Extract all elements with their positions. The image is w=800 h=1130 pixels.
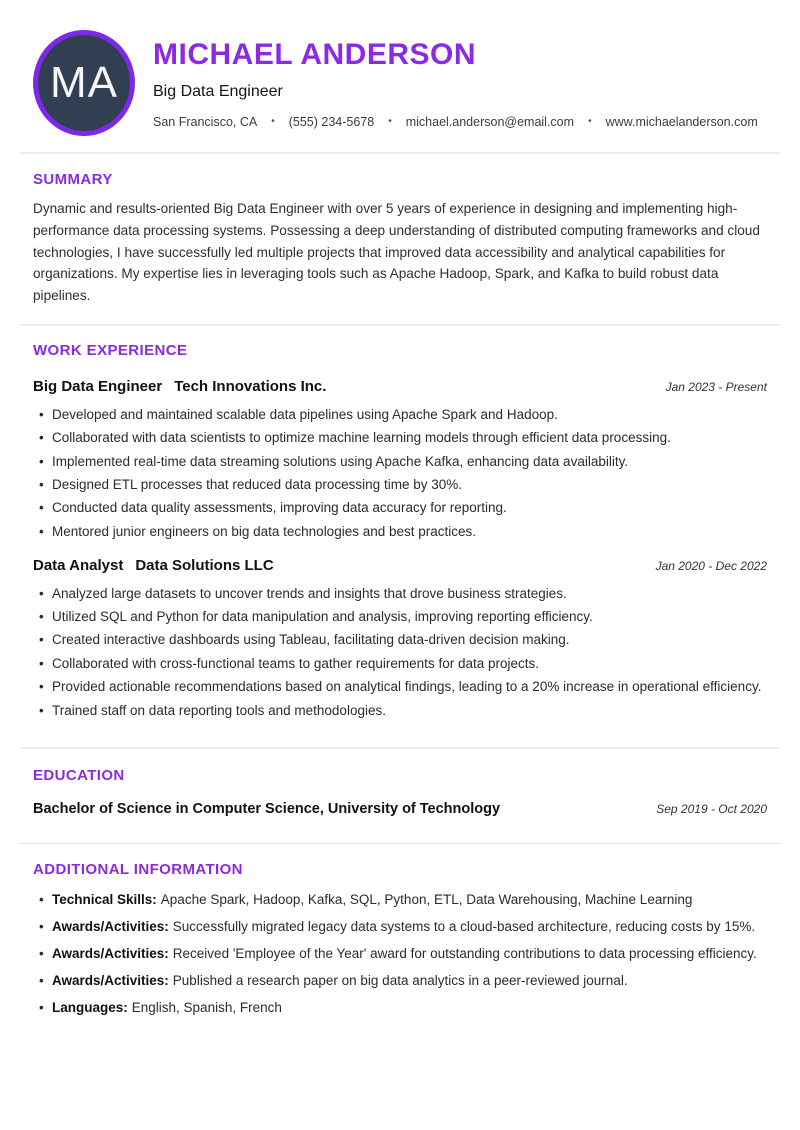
contact-row (153, 115, 767, 129)
info-label: Languages: (52, 1000, 128, 1015)
job-bullet: • Utilized SQL and Python for data manipulation and analysis, improving reporting efficiency. (33, 608, 767, 627)
divider (20, 747, 780, 749)
job-bullet: • Provided actionable recommendations based on analytical findings, leading to a 20% increase in operational efficiency. (33, 678, 767, 697)
contact-phone: (555) 234-5678 (288, 114, 375, 129)
job-bullet: • Mentored junior engineers on big data technologies and best practices. (33, 523, 767, 542)
job-bullet: • Implemented real-time data streaming solutions using Apache Kafka, enhancing data availability. (33, 453, 767, 472)
job-company: Data Solutions LLC (135, 556, 274, 574)
info-text: Apache Spark, Hadoop, Kafka, SQL, Python, ETL, Data Warehousing, Machine Learning (160, 892, 693, 908)
job-company: Tech Innovations Inc. (174, 377, 327, 395)
summary-title: SUMMARY (33, 171, 113, 188)
avatar (33, 30, 135, 136)
section-education (0, 767, 800, 817)
info-text: Successfully migrated legacy data systems to a cloud-based architecture, reducing costs by 15%. (172, 919, 756, 935)
bullet-separator-icon: • (388, 116, 392, 127)
job-bullet: • Collaborated with data scientists to optimize machine learning models through efficient data processing. (33, 429, 767, 448)
job-role: Data Analyst (33, 556, 124, 574)
additional-information-title: ADDITIONAL INFORMATION (33, 861, 243, 879)
info-label: Awards/Activities: (52, 919, 169, 935)
education-degree: Bachelor of Science in Computer Science, University of Technology (33, 801, 501, 818)
section-work-experience (0, 342, 800, 721)
job-bullet-list (33, 585, 767, 721)
additional-info-item (33, 999, 767, 1018)
info-label: Awards/Activities: (52, 946, 169, 962)
divider (20, 324, 780, 326)
resume-header (0, 0, 800, 136)
job-role: Big Data Engineer (33, 377, 163, 395)
education-row (33, 801, 767, 817)
header-main (153, 38, 767, 129)
job-bullet: • Developed and maintained scalable data pipelines using Apache Spark and Hadoop. (33, 406, 767, 425)
section-additional-information (0, 861, 800, 1017)
job-bullet: • Analyzed large datasets to uncover trends and insights that drove business strategies. (33, 585, 767, 604)
education-title: EDUCATION (33, 767, 125, 785)
job-entry (33, 378, 767, 542)
job-bullet: • Designed ETL processes that reduced data processing time by 30%. (33, 476, 767, 495)
job-bullet-list (33, 406, 767, 542)
additional-info-item (33, 891, 767, 910)
bullet-separator-icon: • (271, 116, 275, 127)
bullet-separator-icon: • (588, 116, 592, 127)
education-dates: Sep 2019 - Oct 2020 (656, 802, 767, 817)
candidate-name: MICHAEL ANDERSON (153, 37, 477, 71)
job-bullet: • Trained staff on data reporting tools and methodologies. (33, 702, 767, 721)
job-header-row (33, 378, 767, 395)
job-bullet: • Conducted data quality assessments, improving data accuracy for reporting. (33, 499, 767, 518)
contact-location: San Francisco, CA (153, 114, 258, 129)
contact-website: www.michaelanderson.com (605, 114, 758, 129)
section-summary (0, 171, 800, 307)
job-heading (33, 557, 274, 574)
info-text: English, Spanish, French (131, 1000, 282, 1015)
job-dates: Jan 2020 - Dec 2022 (655, 558, 767, 573)
info-label: Technical Skills: (52, 892, 157, 908)
job-bullet: • Collaborated with cross-functional teams to gather requirements for data projects. (33, 655, 767, 674)
work-experience-title: WORK EXPERIENCE (33, 341, 188, 359)
job-dates: Jan 2023 - Present (665, 379, 767, 394)
info-text: Published a research paper on big data analytics in a peer-reviewed journal. (172, 973, 628, 989)
additional-info-item (33, 972, 767, 991)
contact-email: michael.anderson@email.com (405, 114, 575, 129)
job-bullet: • Created interactive dashboards using Tableau, facilitating data-driven decision making. (33, 631, 767, 650)
job-header-row (33, 557, 767, 574)
additional-info-item (33, 918, 767, 937)
additional-info-item (33, 945, 767, 964)
candidate-title: Big Data Engineer (153, 82, 283, 100)
divider (20, 843, 780, 844)
summary-text: Dynamic and results-oriented Big Data Engineer with over 5 years of experience in designing and implementing high-performance data processing systems. Possessing a deep understanding of distributed computing frameworks and cloud technologies, I have successfully led multiple projects that improved data accessibility and analytical capabilities for organizations. My expertise lies in leveraging tools such as Apache Hadoop, Spark, and Kafka to build robust data pipelines. (33, 201, 760, 303)
job-entry (33, 557, 767, 721)
info-label: Awards/Activities: (52, 973, 169, 989)
additional-info-list (33, 891, 767, 1017)
divider (20, 152, 780, 154)
info-text: Received 'Employee of the Year' award for outstanding contributions to data processing efficiency. (172, 946, 757, 962)
avatar-initials: MA (50, 58, 118, 107)
job-heading (33, 378, 326, 395)
